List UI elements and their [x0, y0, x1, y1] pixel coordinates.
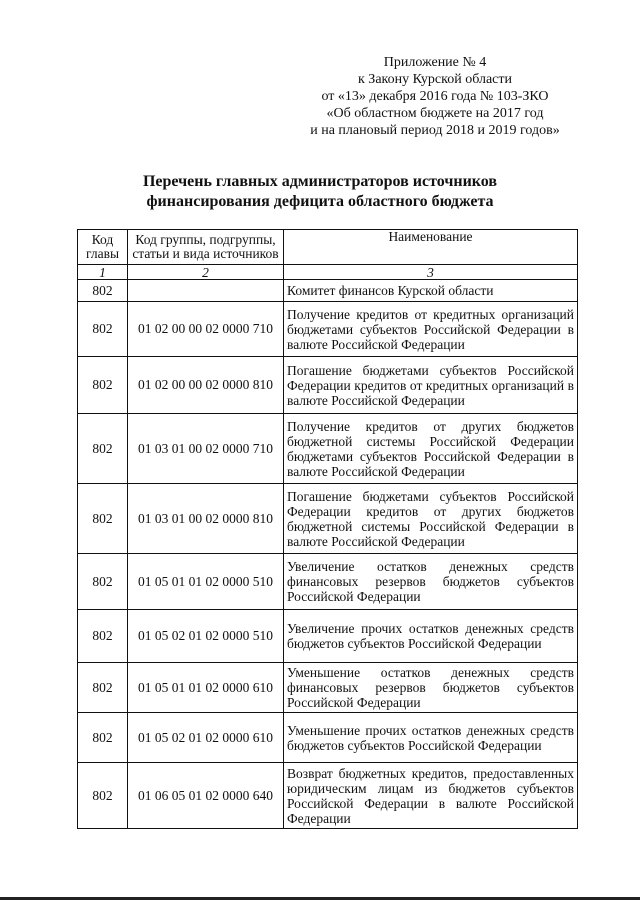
title-line: Перечень главных администраторов источников	[142, 173, 498, 190]
row-group-code: 01 05 01 01 02 0000 610	[128, 663, 284, 713]
column-number: 3	[284, 265, 578, 280]
row-code: 802	[78, 713, 128, 763]
row-name: Возврат бюджетных кредитов, предоставленных юридическим лицам из бюджетов субъектов Российской Федерации в валюте Российской Федерации	[284, 763, 578, 829]
row-group-code: 01 05 01 01 02 0000 510	[128, 554, 284, 610]
row-code: 802	[78, 357, 128, 414]
row-code: 802	[78, 554, 128, 610]
table-row	[78, 414, 578, 484]
row-group-code: 01 03 01 00 02 0000 710	[128, 414, 284, 484]
row-code: 802	[78, 663, 128, 713]
row-group-code: 01 02 00 00 02 0000 810	[128, 357, 284, 414]
appendix-header	[250, 54, 620, 139]
page-bottom-rule	[0, 897, 640, 900]
appendix-line: «Об областном бюджете на 2017 год	[326, 106, 544, 121]
table-row	[78, 763, 578, 829]
document-title	[60, 172, 580, 212]
row-group-code: 01 03 01 00 02 0000 810	[128, 484, 284, 554]
row-group-code: 01 05 02 01 02 0000 510	[128, 610, 284, 663]
row-group-code: 01 06 05 01 02 0000 640	[128, 763, 284, 829]
row-name: Комитет финансов Курской области	[284, 280, 578, 302]
appendix-line: и на плановый период 2018 и 2019 годов»	[310, 123, 560, 138]
row-name: Уменьшение остатков денежных средств финансовых резервов бюджетов субъектов Российской Федерации	[284, 663, 578, 713]
row-code: 802	[78, 414, 128, 484]
title-line: финансирования дефицита областного бюджета	[146, 193, 494, 210]
row-code: 802	[78, 280, 128, 302]
header-code: Код главы	[78, 230, 128, 265]
column-number: 1	[78, 265, 128, 280]
row-name: Уменьшение прочих остатков денежных средств бюджетов субъектов Российской Федерации	[284, 713, 578, 763]
table-row	[78, 357, 578, 414]
appendix-line: от «13» декабря 2016 года № 103-ЗКО	[321, 89, 549, 104]
row-name: Увеличение остатков денежных средств финансовых резервов бюджетов субъектов Российской Федерации	[284, 554, 578, 610]
row-code: 802	[78, 484, 128, 554]
row-name: Получение кредитов от других бюджетов бюджетной системы Российской Федерации бюджетами субъектов Российской Федерации в валюте Российской Федерации	[284, 414, 578, 484]
row-code: 802	[78, 610, 128, 663]
row-name: Получение кредитов от кредитных организаций бюджетами субъектов Российской Федерации в валюте Российской Федерации	[284, 302, 578, 357]
column-number-row	[78, 265, 578, 280]
row-code: 802	[78, 763, 128, 829]
row-code: 802	[78, 302, 128, 357]
row-group-code	[128, 280, 284, 302]
column-number: 2	[128, 265, 284, 280]
appendix-line: Приложение № 4	[383, 55, 487, 70]
row-group-code: 01 02 00 00 02 0000 710	[128, 302, 284, 357]
header-name: Наименование	[284, 230, 578, 265]
table-row	[78, 713, 578, 763]
table-row	[78, 280, 578, 302]
header-group: Код группы, подгруппы, статьи и вида источников	[128, 230, 284, 265]
row-name: Погашение бюджетами субъектов Российской Федерации кредитов от других бюджетов бюджетной системы Российской Федерации в валюте Российской Федерации	[284, 484, 578, 554]
administrators-table	[77, 229, 578, 829]
row-name: Увеличение прочих остатков денежных средств бюджетов субъектов Российской Федерации	[284, 610, 578, 663]
table-row	[78, 484, 578, 554]
table-row	[78, 302, 578, 357]
table-row	[78, 554, 578, 610]
row-group-code: 01 05 02 01 02 0000 610	[128, 713, 284, 763]
row-name: Погашение бюджетами субъектов Российской Федерации кредитов от кредитных организаций в валюте Российской Федерации	[284, 357, 578, 414]
table-row	[78, 610, 578, 663]
table-row	[78, 663, 578, 713]
table-header-row	[78, 230, 578, 265]
appendix-line: к Закону Курской области	[358, 72, 512, 87]
